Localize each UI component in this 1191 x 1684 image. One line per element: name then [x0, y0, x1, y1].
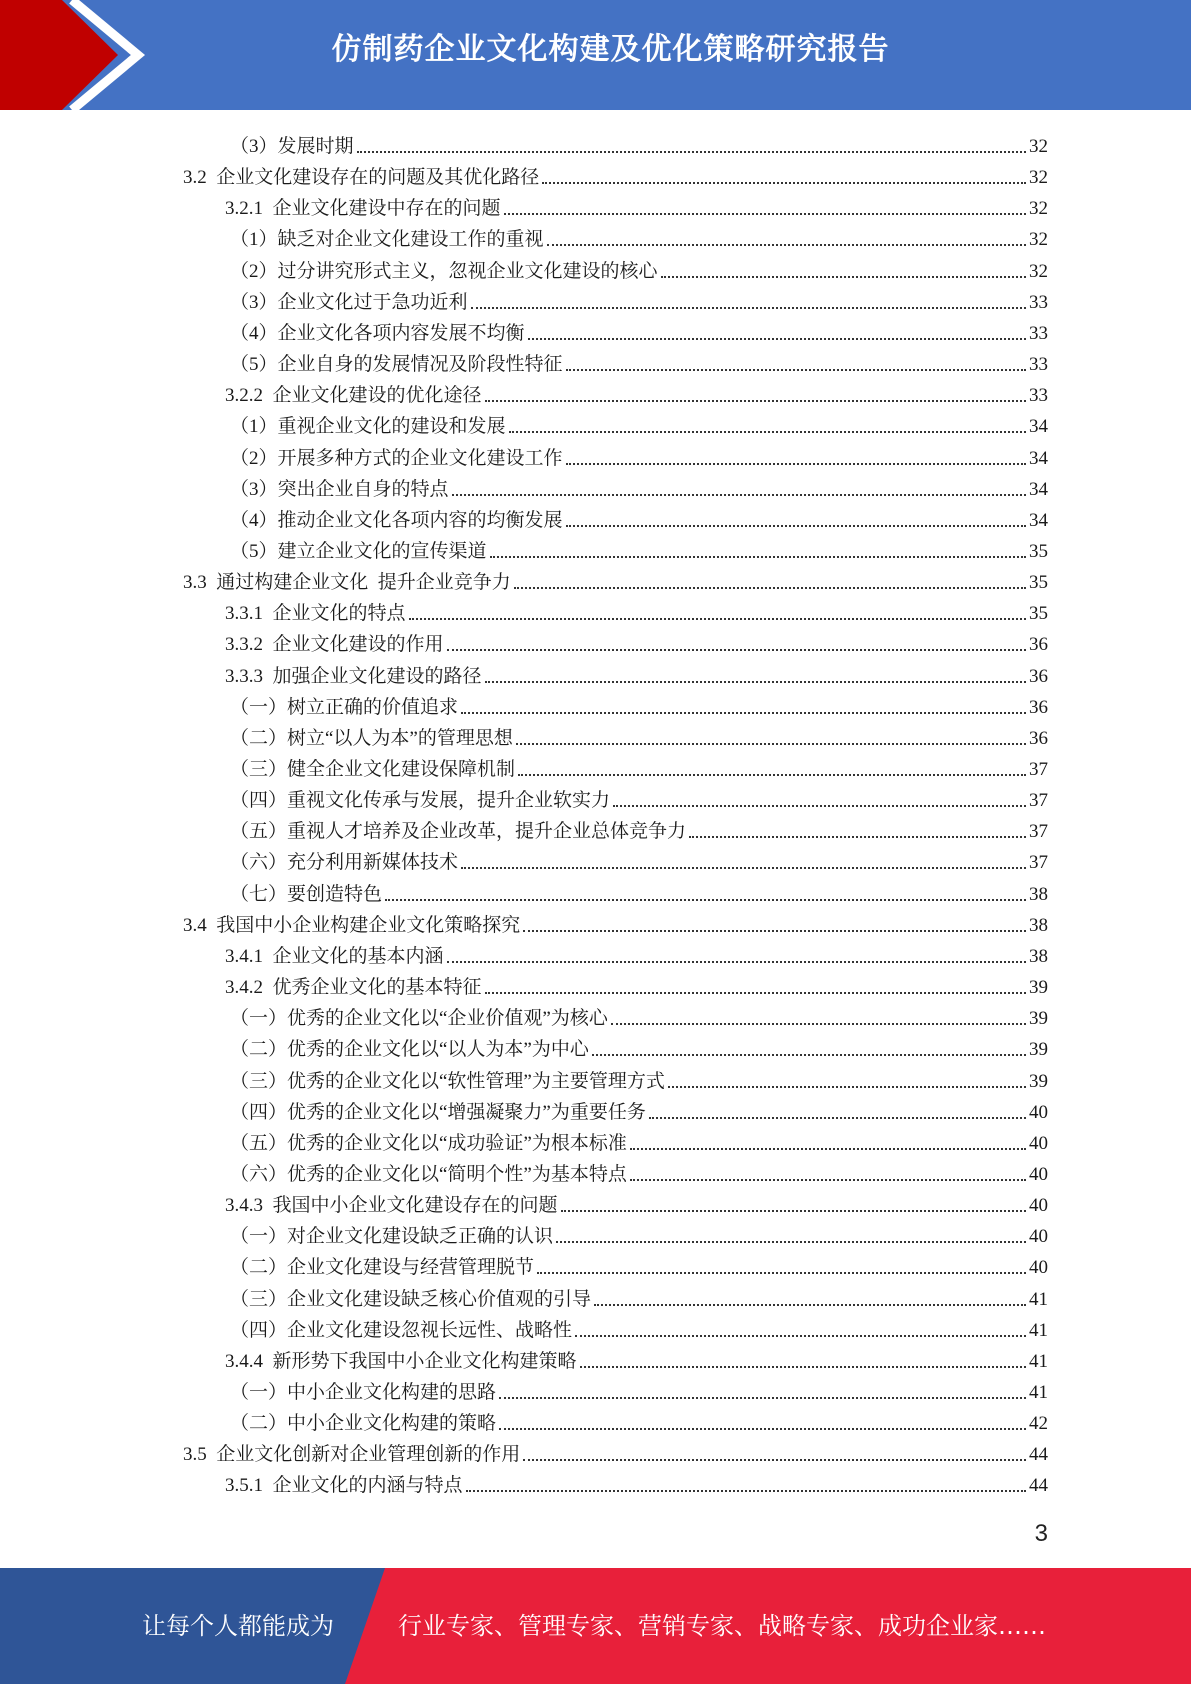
toc-dot-leader	[630, 1179, 1026, 1181]
toc-entry-label: 3.3.1 企业文化的特点	[225, 603, 406, 624]
toc-entry-page: 32	[1029, 198, 1048, 219]
toc-entry[interactable]	[230, 315, 1048, 346]
toc-entry[interactable]	[230, 440, 1048, 471]
toc-entry-page: 40	[1029, 1164, 1048, 1185]
toc-dot-leader	[542, 182, 1026, 184]
toc-entry[interactable]	[230, 1374, 1048, 1405]
toc-dot-leader	[452, 494, 1026, 496]
toc-dot-leader	[537, 1272, 1026, 1274]
toc-dot-leader	[566, 463, 1026, 465]
toc-entry-label: （四）优秀的企业文化以“增强凝聚力”为重要任务	[230, 1102, 646, 1123]
toc-dot-leader	[661, 276, 1026, 278]
toc-entry-page: 35	[1029, 572, 1048, 593]
footer-roles: 行业专家、管理专家、营销专家、战略专家、成功企业家……	[398, 1612, 1046, 1640]
toc-entry[interactable]	[230, 782, 1048, 813]
toc-entry-label: （三）优秀的企业文化以“软性管理”为主要管理方式	[230, 1071, 665, 1092]
toc-entry-page: 39	[1029, 1071, 1048, 1092]
toc-entry-label: （一）树立正确的价值追求	[230, 697, 459, 718]
toc-dot-leader	[649, 1117, 1026, 1119]
toc-entry[interactable]	[230, 689, 1048, 720]
toc-entry[interactable]	[225, 595, 1048, 626]
toc-dot-leader	[461, 867, 1026, 869]
toc-entry[interactable]	[183, 564, 1048, 595]
toc-dot-leader	[566, 525, 1026, 527]
toc-entry-label: （2）开展多种方式的企业文化建设工作	[230, 448, 563, 469]
toc-entry-page: 40	[1029, 1195, 1048, 1216]
toc-entry[interactable]	[230, 253, 1048, 284]
toc-entry[interactable]	[230, 408, 1048, 439]
toc-entry-page: 40	[1029, 1133, 1048, 1154]
toc-dot-leader	[471, 307, 1026, 309]
toc-entry-label: 3.5 企业文化创新对企业管理创新的作用	[183, 1444, 521, 1465]
toc-dot-leader	[592, 1054, 1026, 1056]
toc-entry-label: （一）优秀的企业文化以“企业价值观”为核心	[230, 1008, 608, 1029]
toc-dot-leader	[580, 1366, 1026, 1368]
toc-entry[interactable]	[225, 658, 1048, 689]
toc-entry-label: （1）缺乏对企业文化建设工作的重视	[230, 229, 544, 250]
toc-entry[interactable]	[230, 1125, 1048, 1156]
toc-entry[interactable]	[183, 907, 1048, 938]
toc-entry[interactable]	[230, 471, 1048, 502]
toc-entry[interactable]	[225, 626, 1048, 657]
toc-entry-label: 3.3 通过构建企业文化 提升企业竞争力	[183, 572, 511, 593]
toc-dot-leader	[561, 1210, 1026, 1212]
toc-entry-label: （三）企业文化建设缺乏核心价值观的引导	[230, 1289, 592, 1310]
toc-entry-label: （四）重视文化传承与发展，提升企业软实力	[230, 790, 611, 811]
toc-dot-leader	[523, 1459, 1026, 1461]
toc-entry[interactable]	[230, 1218, 1048, 1249]
toc-entry-page: 44	[1029, 1475, 1048, 1496]
header-arrow-icon	[0, 0, 160, 110]
toc-entry-page: 37	[1029, 852, 1048, 873]
toc-entry[interactable]	[230, 720, 1048, 751]
toc-entry-label: （3）突出企业自身的特点	[230, 479, 449, 500]
toc-dot-leader	[547, 244, 1026, 246]
toc-entry-page: 40	[1029, 1226, 1048, 1247]
footer-slogan: 让每个人都能成为	[142, 1612, 334, 1640]
toc-entry-label: （二）优秀的企业文化以“以人为本”为中心	[230, 1039, 589, 1060]
toc-entry-page: 41	[1029, 1382, 1048, 1403]
toc-entry-page: 36	[1029, 728, 1048, 749]
toc-entry[interactable]	[230, 221, 1048, 252]
toc-entry-page: 42	[1029, 1413, 1048, 1434]
toc-entry-page: 38	[1029, 884, 1048, 905]
toc-entry-page: 34	[1029, 448, 1048, 469]
toc-entry-page: 40	[1029, 1102, 1048, 1123]
toc-entry[interactable]	[230, 876, 1048, 907]
toc-entry-page: 36	[1029, 697, 1048, 718]
toc-entry-page: 41	[1029, 1320, 1048, 1341]
toc-entry-page: 41	[1029, 1289, 1048, 1310]
toc-entry-page: 37	[1029, 759, 1048, 780]
toc-entry[interactable]	[230, 1031, 1048, 1062]
toc-dot-leader	[466, 1490, 1026, 1492]
toc-entry-page: 35	[1029, 603, 1048, 624]
toc-entry[interactable]	[230, 502, 1048, 533]
toc-entry-page: 33	[1029, 354, 1048, 375]
toc-dot-leader	[509, 431, 1026, 433]
toc-dot-leader	[518, 774, 1026, 776]
toc-entry-label: （五）优秀的企业文化以“成功验证”为根本标准	[230, 1133, 627, 1154]
page-header	[0, 0, 1191, 110]
toc-entry[interactable]	[230, 1249, 1048, 1280]
toc-entry-label: （五）重视人才培养及企业改革，提升企业总体竞争力	[230, 821, 687, 842]
toc-entry-page: 41	[1029, 1351, 1048, 1372]
toc-entry-label: （六）充分利用新媒体技术	[230, 852, 459, 873]
toc-entry-label: （二）树立“以人为本”的管理思想	[230, 728, 513, 749]
toc-entry-label: （3）企业文化过于急功近利	[230, 292, 468, 313]
toc-entry-page: 34	[1029, 510, 1048, 531]
toc-dot-leader	[485, 681, 1026, 683]
toc-dot-leader	[566, 369, 1026, 371]
toc-entry[interactable]	[230, 844, 1048, 875]
toc-entry-label: （六）优秀的企业文化以“简明个性”为基本特点	[230, 1164, 627, 1185]
toc-entry-page: 40	[1029, 1257, 1048, 1278]
toc-entry[interactable]	[230, 1281, 1048, 1312]
toc-dot-leader	[556, 1241, 1026, 1243]
toc-entry-page: 37	[1029, 821, 1048, 842]
toc-dot-leader	[461, 712, 1026, 714]
toc-dot-leader	[630, 1148, 1026, 1150]
toc-entry-label: （3）发展时期	[230, 136, 354, 157]
toc-dot-leader	[499, 1397, 1026, 1399]
toc-entry-page: 36	[1029, 634, 1048, 655]
toc-entry-page: 38	[1029, 915, 1048, 936]
toc-entry[interactable]	[230, 1094, 1048, 1125]
toc-entry-page: 32	[1029, 261, 1048, 282]
toc-entry-page: 33	[1029, 385, 1048, 406]
toc-entry-label: 3.2 企业文化建设存在的问题及其优化路径	[183, 167, 540, 188]
toc-dot-leader	[490, 556, 1026, 558]
toc-entry-label: （一）对企业文化建设缺乏正确的认识	[230, 1226, 554, 1247]
toc-entry-page: 36	[1029, 666, 1048, 687]
toc-entry-page: 32	[1029, 229, 1048, 250]
toc-entry[interactable]	[225, 1187, 1048, 1218]
toc-entry-label: （四）企业文化建设忽视长远性、战略性	[230, 1320, 573, 1341]
toc-entry-label: 3.4 我国中小企业构建企业文化策略探究	[183, 915, 521, 936]
toc-dot-leader	[514, 587, 1026, 589]
toc-entry-label: （5）企业自身的发展情况及阶段性特征	[230, 354, 563, 375]
toc-entry-label: 3.4.1 企业文化的基本内涵	[225, 946, 444, 967]
toc-entry[interactable]	[230, 813, 1048, 844]
toc-dot-leader	[594, 1304, 1026, 1306]
toc-entry-page: 39	[1029, 977, 1048, 998]
toc-entry-label: （1）重视企业文化的建设和发展	[230, 416, 506, 437]
toc-entry-page: 34	[1029, 416, 1048, 437]
toc-entry-page: 44	[1029, 1444, 1048, 1465]
toc-dot-leader	[516, 743, 1026, 745]
toc-entry-page: 33	[1029, 292, 1048, 313]
toc-dot-leader	[499, 1428, 1026, 1430]
toc-entry[interactable]	[225, 190, 1048, 221]
toc-entry-label: 3.4.3 我国中小企业文化建设存在的问题	[225, 1195, 558, 1216]
toc-dot-leader	[523, 930, 1026, 932]
toc-entry-label: 3.2.2 企业文化建设的优化途径	[225, 385, 482, 406]
toc-entry[interactable]	[230, 1000, 1048, 1031]
toc-entry[interactable]	[183, 159, 1048, 190]
toc-entry-label: （二）企业文化建设与经营管理脱节	[230, 1257, 535, 1278]
toc-dot-leader	[575, 1335, 1026, 1337]
toc-entry[interactable]	[225, 938, 1048, 969]
toc-entry-label: 3.3.3 加强企业文化建设的路径	[225, 666, 482, 687]
page-footer	[0, 1568, 1191, 1684]
toc-dot-leader	[485, 400, 1026, 402]
toc-entry[interactable]	[230, 284, 1048, 315]
toc-entry-page: 39	[1029, 1039, 1048, 1060]
toc-entry-page: 35	[1029, 541, 1048, 562]
toc-entry[interactable]	[230, 346, 1048, 377]
toc-dot-leader	[357, 151, 1026, 153]
toc-dot-leader	[668, 1086, 1026, 1088]
toc-entry-label: （4）企业文化各项内容发展不均衡	[230, 323, 525, 344]
page-number: 3	[1034, 1520, 1048, 1547]
toc-entry-label: （一）中小企业文化构建的思路	[230, 1382, 497, 1403]
toc-entry-label: （5）建立企业文化的宣传渠道	[230, 541, 487, 562]
toc-dot-leader	[611, 1023, 1026, 1025]
report-title: 仿制药企业文化构建及优化策略研究报告	[331, 32, 890, 67]
toc-entry-label: （三）健全企业文化建设保障机制	[230, 759, 516, 780]
toc-entry-page: 39	[1029, 1008, 1048, 1029]
toc-entry-label: （二）中小企业文化构建的策略	[230, 1413, 497, 1434]
toc-dot-leader	[613, 805, 1026, 807]
toc-entry[interactable]	[183, 1436, 1048, 1467]
toc-entry-label: 3.5.1 企业文化的内涵与特点	[225, 1475, 463, 1496]
toc-entry-label: （2）过分讲究形式主义，忽视企业文化建设的核心	[230, 261, 658, 282]
toc-entry-page: 32	[1029, 136, 1048, 157]
toc-entry[interactable]	[230, 1405, 1048, 1436]
toc-dot-leader	[447, 649, 1026, 651]
toc-entry[interactable]	[225, 377, 1048, 408]
toc-dot-leader	[528, 338, 1026, 340]
toc-entry-label: 3.4.2 优秀企业文化的基本特征	[225, 977, 482, 998]
toc-entry-label: 3.3.2 企业文化建设的作用	[225, 634, 444, 655]
toc-dot-leader	[447, 961, 1026, 963]
toc-entry[interactable]	[230, 1312, 1048, 1343]
toc-entry[interactable]	[225, 969, 1048, 1000]
toc-dot-leader	[409, 618, 1026, 620]
toc-entry-page: 37	[1029, 790, 1048, 811]
toc-entry[interactable]	[225, 1343, 1048, 1374]
toc-dot-leader	[504, 213, 1026, 215]
toc-entry-page: 32	[1029, 167, 1048, 188]
toc-dot-leader	[385, 899, 1026, 901]
toc-entry-page: 34	[1029, 479, 1048, 500]
toc-entry-label: （七）要创造特色	[230, 884, 383, 905]
toc-entry[interactable]	[225, 1467, 1048, 1498]
toc-entry[interactable]	[230, 533, 1048, 564]
toc-entry[interactable]	[230, 1156, 1048, 1187]
toc-entry-page: 33	[1029, 323, 1048, 344]
toc-entry-label: 3.4.4 新形势下我国中小企业文化构建策略	[225, 1351, 577, 1372]
toc-entry[interactable]	[230, 751, 1048, 782]
toc-entry[interactable]	[230, 1063, 1048, 1094]
toc-dot-leader	[689, 836, 1026, 838]
toc-entry[interactable]	[230, 128, 1048, 159]
toc-dot-leader	[485, 992, 1026, 994]
toc-entry-page: 38	[1029, 946, 1048, 967]
toc-entry-label: 3.2.1 企业文化建设中存在的问题	[225, 198, 501, 219]
toc-entry-label: （4）推动企业文化各项内容的均衡发展	[230, 510, 563, 531]
